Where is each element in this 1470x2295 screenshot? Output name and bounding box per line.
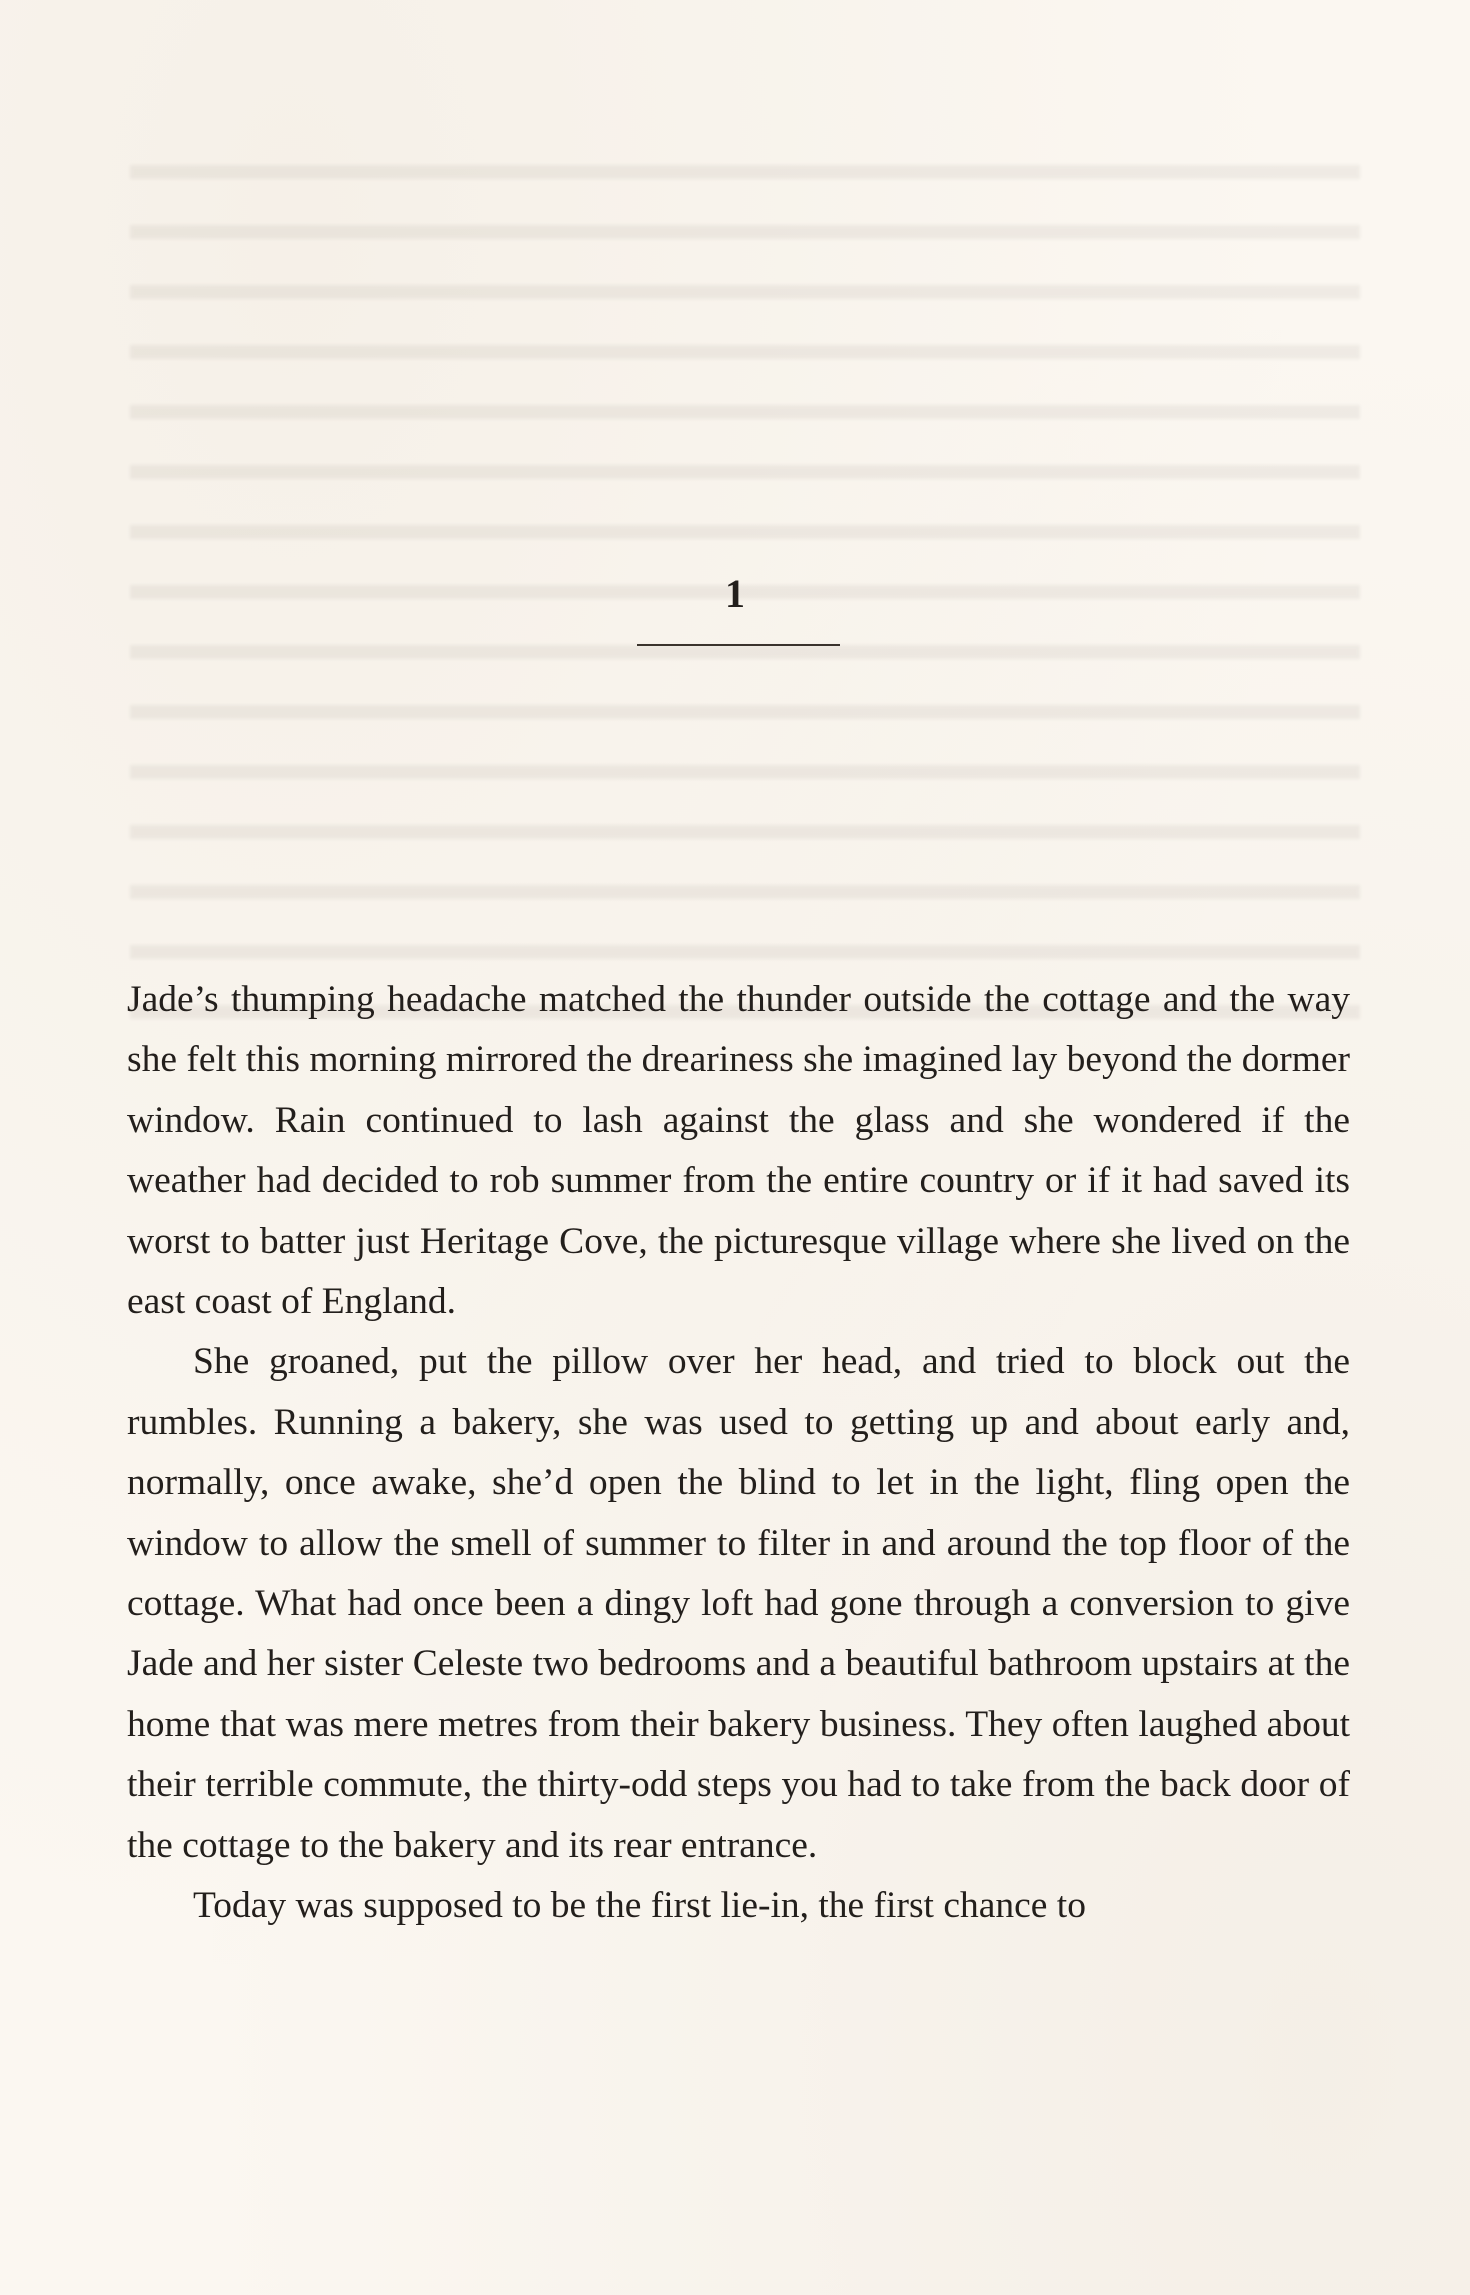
paragraph: Jade’s thumping headache matched the thunder outside the cottage and the way she felt this morning mirrored the dreariness she imagined lay beyond the dormer window. Rain continued to lash against the glass and she wondered if the weather had decided to rob summer from the entire country or if it had saved its worst to batter just Heritage Cove, the picturesque village where she lived on the east coast of England. [127, 979, 1350, 1323]
chapter-divider [637, 644, 840, 646]
paragraph: She groaned, put the pillow over her head, and tried to block out the rumbles. Running a bakery, she was used to getting up and about early and, normally, once awake, she’d open the blind to let in the light, fling open the window to allow the smell of summer to filter in and around the top floor of the cottage. What had once been a dingy loft had gone through a conversion to give Jade and her sister Celeste two bedrooms and a beautiful bathroom upstairs at the home that was mere metres from their bakery business. They often laughed about their terrible commute, the thirty-odd steps you had to take from the back door of the cottage to the bakery and its rear entrance. [127, 1341, 1350, 1866]
chapter-number: 1 [725, 571, 745, 616]
paragraph: Today was supposed to be the first lie-in, the first chance to [193, 1885, 1086, 1927]
chapter-body [127, 970, 1350, 1937]
